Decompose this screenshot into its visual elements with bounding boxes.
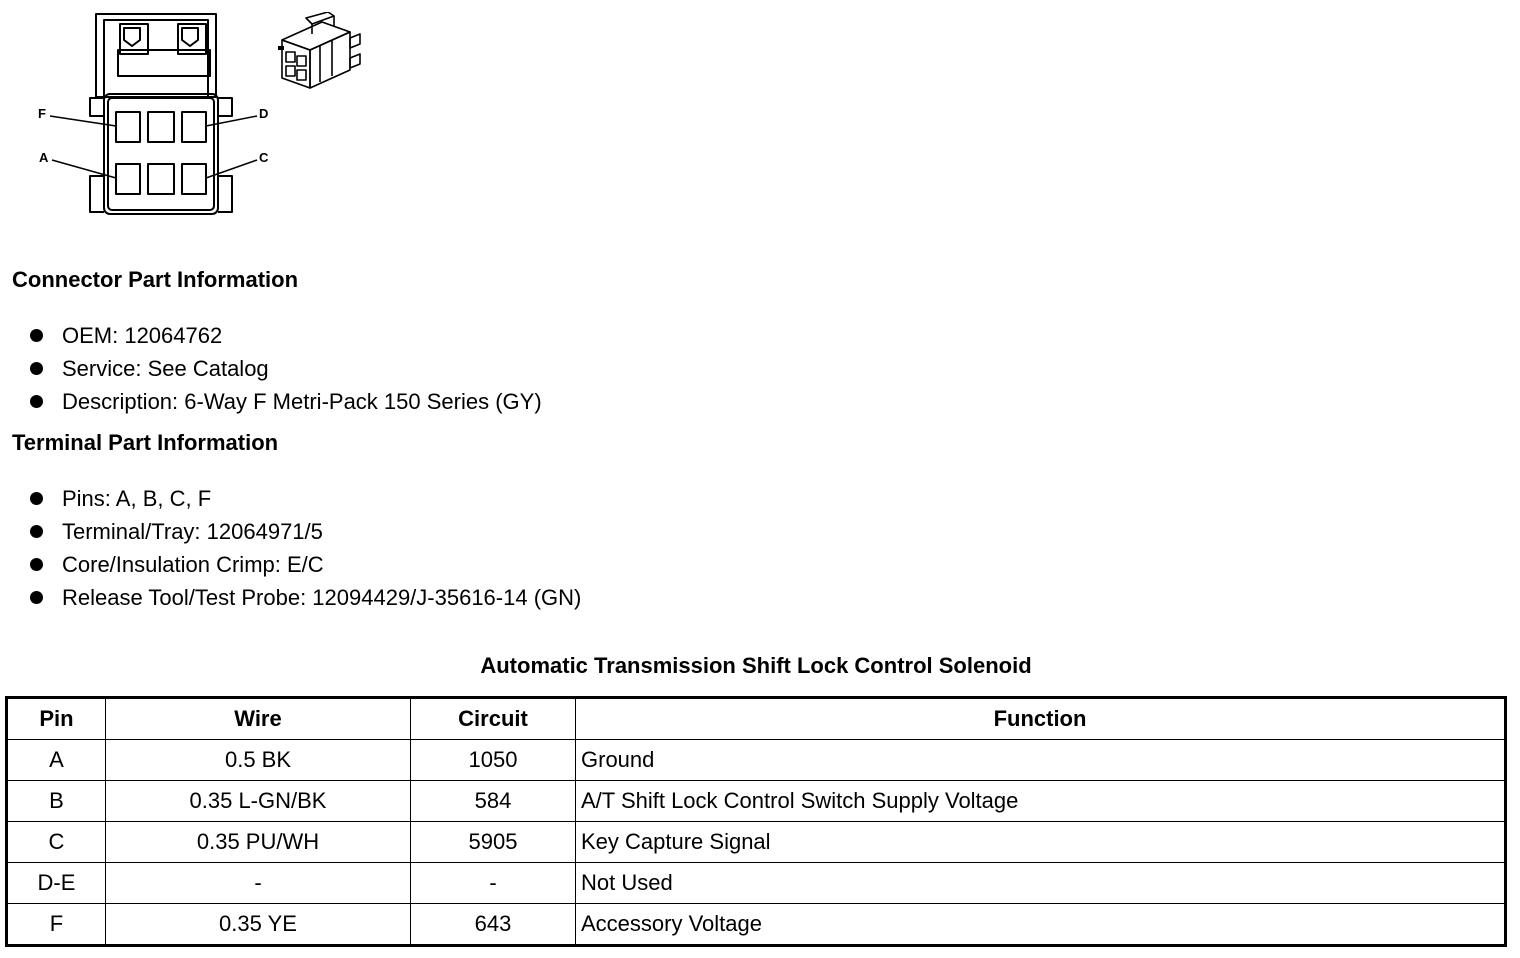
list-item: [28, 385, 542, 418]
terminal-part-info-list: [28, 482, 581, 614]
cell-circuit: -: [411, 863, 576, 904]
cell-function: Key Capture Signal: [576, 822, 1506, 863]
table-row: [7, 740, 1506, 781]
list-item: [28, 352, 542, 385]
table-row: [7, 781, 1506, 822]
bullet-icon: [30, 591, 43, 604]
table-title: Automatic Transmission Shift Lock Control Solenoid: [480, 653, 1032, 678]
cell-circuit: 643: [411, 904, 576, 946]
connector-part-info-heading: Connector Part Information: [12, 267, 299, 292]
list-item: [28, 482, 581, 515]
cell-function: Ground: [576, 740, 1506, 781]
pin-label-a: A: [39, 150, 49, 165]
cell-wire: -: [106, 863, 411, 904]
cell-circuit: 5905: [411, 822, 576, 863]
table-row: [7, 822, 1506, 863]
cell-pin: C: [7, 822, 106, 863]
table-row: [7, 904, 1506, 946]
bullet-icon: [30, 492, 43, 505]
pinout-table: [5, 696, 1507, 947]
list-item: [28, 319, 542, 352]
cell-function: A/T Shift Lock Control Switch Supply Voltage: [576, 781, 1506, 822]
cell-circuit: 1050: [411, 740, 576, 781]
table-header-row: [7, 698, 1506, 740]
cell-wire: 0.35 YE: [106, 904, 411, 946]
cell-wire: 0.35 PU/WH: [106, 822, 411, 863]
cell-pin: D-E: [7, 863, 106, 904]
header-wire: Wire: [106, 698, 411, 740]
cell-wire: 0.5 BK: [106, 740, 411, 781]
connector-3d-illustration: [276, 12, 366, 98]
pin-label-c: C: [259, 150, 269, 165]
header-circuit: Circuit: [411, 698, 576, 740]
connector-part-info-list: [28, 319, 542, 418]
terminal-item-text: Release Tool/Test Probe: 12094429/J-35616-14 (GN): [62, 585, 582, 610]
pin-label-d: D: [259, 106, 269, 121]
cell-circuit: 584: [411, 781, 576, 822]
bullet-icon: [30, 558, 43, 571]
cell-function: Accessory Voltage: [576, 904, 1506, 946]
header-pin: Pin: [7, 698, 106, 740]
pin-label-f: F: [38, 106, 46, 121]
connector-item-text: Description: 6-Way F Metri-Pack 150 Series (GY): [62, 389, 542, 414]
bullet-icon: [30, 395, 43, 408]
cell-pin: A: [7, 740, 106, 781]
cell-wire: 0.35 L-GN/BK: [106, 781, 411, 822]
list-item: [28, 515, 581, 548]
terminal-item-text: Pins: A, B, C, F: [62, 486, 212, 511]
table-row: [7, 863, 1506, 904]
terminal-item-text: Terminal/Tray: 12064971/5: [62, 519, 323, 544]
terminal-part-info-heading: Terminal Part Information: [12, 430, 279, 455]
header-function: Function: [576, 698, 1506, 740]
cell-pin: B: [7, 781, 106, 822]
list-item: [28, 581, 581, 614]
connector-item-text: OEM: 12064762: [62, 323, 223, 348]
cell-pin: F: [7, 904, 106, 946]
connector-item-text: Service: See Catalog: [62, 356, 269, 381]
bullet-icon: [30, 525, 43, 538]
list-item: [28, 548, 581, 581]
cell-function: Not Used: [576, 863, 1506, 904]
bullet-icon: [30, 329, 43, 342]
connector-face-diagram: [28, 6, 278, 218]
bullet-icon: [30, 362, 43, 375]
terminal-item-text: Core/Insulation Crimp: E/C: [62, 552, 324, 577]
